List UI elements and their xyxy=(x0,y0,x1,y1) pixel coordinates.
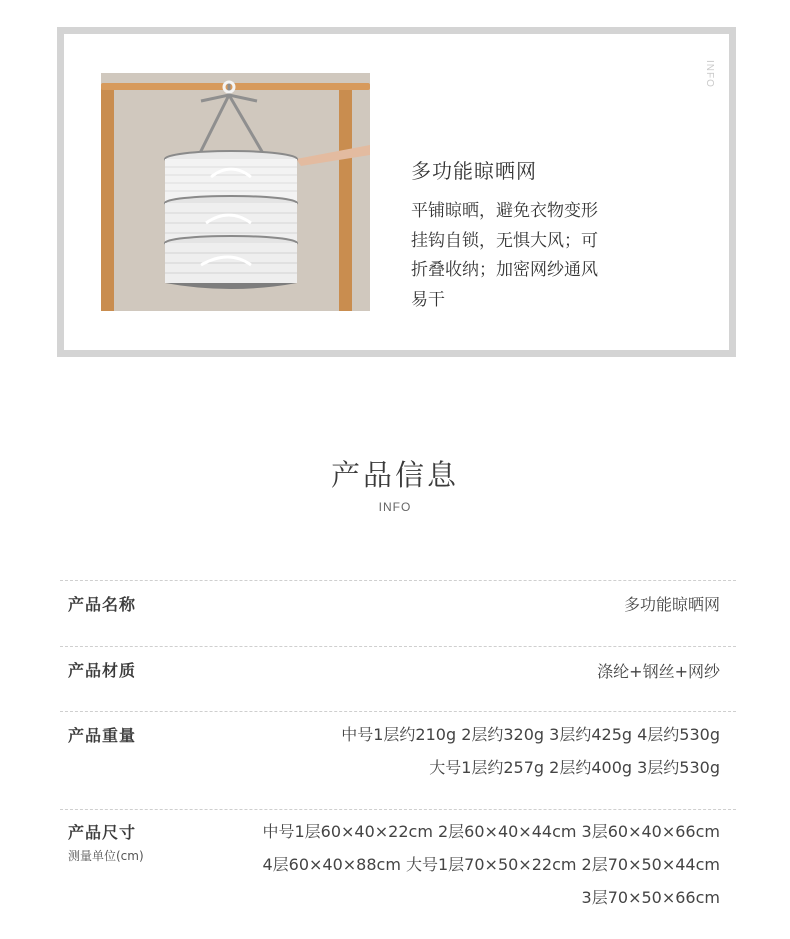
hero-desc-line: 易干 xyxy=(411,289,445,310)
spec-sublabel-unit: 测量单位(cm) xyxy=(68,849,144,863)
spec-label-name: 产品名称 xyxy=(68,595,137,614)
spec-value-name: 多功能晾晒网 xyxy=(623,595,720,614)
spec-value-weight-line: 中号1层约210g 2层约320g 3层约425g 4层约530g xyxy=(341,725,720,744)
row-divider xyxy=(60,711,736,712)
spec-value-size-line: 4层60×40×88cm 大号1层70×50×22cm 2层70×50×44cm xyxy=(262,855,720,874)
hero-desc-line: 平铺晾晒，避免衣物变形 xyxy=(411,201,598,221)
spec-label-size: 产品尺寸 xyxy=(68,823,137,842)
hanging-drying-rack-photo xyxy=(101,73,370,311)
spec-value-size-line: 3层70×50×66cm xyxy=(581,888,720,907)
row-divider xyxy=(60,646,736,647)
spec-value-material: 涤纶+钢丝+网纱 xyxy=(597,662,720,681)
row-divider xyxy=(60,580,736,581)
hero-title: 多功能晾晒网 xyxy=(411,159,537,183)
section-title: 产品信息 xyxy=(330,458,459,492)
hero-vertical-tag: INFO xyxy=(704,60,715,88)
spec-value-size-line: 中号1层60×40×22cm 2层60×40×44cm 3层60×40×66cm xyxy=(262,822,720,841)
spec-value-weight-line: 大号1层约257g 2层约400g 3层约530g xyxy=(429,758,720,777)
hero-description xyxy=(411,197,651,315)
spec-label-material: 产品材质 xyxy=(68,661,137,680)
hero-card xyxy=(57,27,736,357)
section-subtitle: INFO xyxy=(378,500,412,514)
row-divider xyxy=(60,809,736,810)
hero-desc-line: 挂钩自锁，无惧大风；可 xyxy=(411,230,598,251)
hero-desc-line: 折叠收纳；加密网纱通风 xyxy=(411,260,598,280)
spec-label-weight: 产品重量 xyxy=(68,726,137,745)
